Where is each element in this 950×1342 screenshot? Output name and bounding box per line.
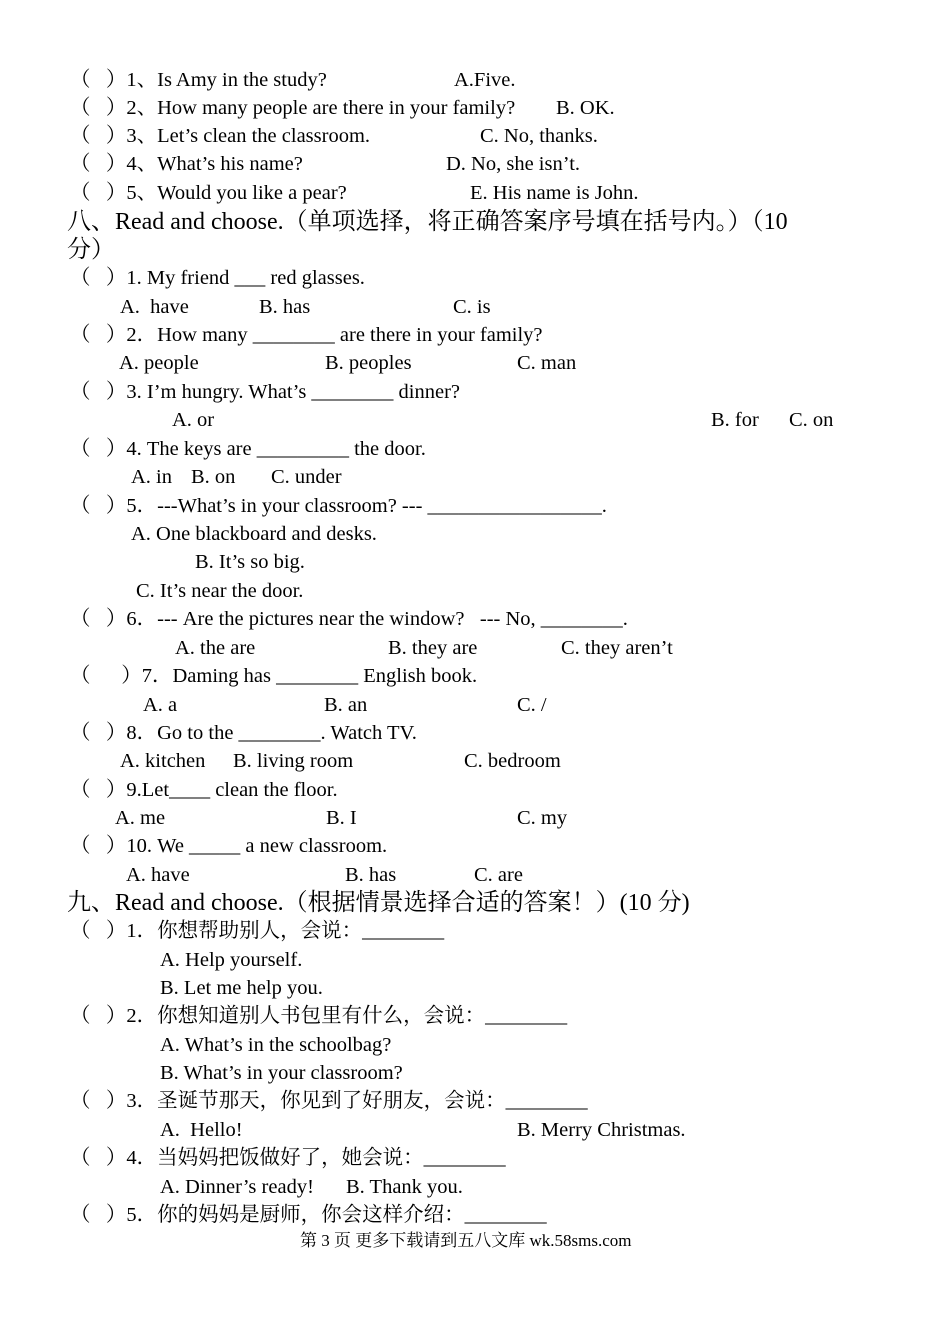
s8-q1-option-c: C. is: [453, 296, 491, 318]
match-answer-a: A.Five.: [454, 69, 516, 91]
match-answer-e: E. His name is John.: [470, 182, 639, 204]
s8-q4-option-a: A. in: [131, 466, 172, 488]
s9-q1-option-b: B. Let me help you.: [160, 977, 323, 999]
s9-question-2: （ ）2．你想知道别人书包里有什么，会说：________: [70, 1005, 568, 1027]
s8-q2-option-c: C. man: [517, 352, 577, 374]
s9-q3-option-a: A. Hello!: [160, 1119, 243, 1141]
s8-q3-option-a: A. or: [172, 409, 215, 431]
match-answer-c: C. No, thanks.: [480, 125, 598, 147]
s8-question-2: （ ）2．How many ________ are there in your family?: [70, 324, 543, 346]
s8-q3-option-c: C. on: [789, 409, 834, 431]
s9-question-5: （ ）5．你的妈妈是厨师，你会这样介绍：________: [70, 1204, 547, 1226]
s9-question-3: （ ）3．圣诞节那天，你见到了好朋友，会说：________: [70, 1090, 588, 1112]
s8-question-8: （ ）8．Go to the ________. Watch TV.: [70, 722, 417, 744]
s8-q3-option-b: B. for: [711, 409, 759, 431]
s8-question-7: （ ）7．Daming has ________ English book.: [70, 665, 478, 687]
s8-q1-option-b: B. has: [259, 296, 311, 318]
s8-q6-option-c: C. they aren’t: [561, 637, 673, 659]
section8-heading: 八、Read and choose.（单项选择，将正确答案序号填在括号内。）（10: [67, 209, 788, 235]
s9-q3-option-b: B. Merry Christmas.: [517, 1119, 686, 1141]
s8-q6-option-a: A. the are: [175, 637, 256, 659]
s8-q5-option-b: B. It’s so big.: [195, 551, 305, 573]
s8-q6-option-b: B. they are: [388, 637, 478, 659]
s8-q2-option-a: A. people: [119, 352, 199, 374]
match-question-2: （ ）2、How many people are there in your family?: [70, 97, 516, 119]
s9-q2-option-a: A. What’s in the schoolbag?: [160, 1034, 392, 1056]
s8-q5-option-c: C. It’s near the door.: [136, 580, 304, 602]
s8-q8-option-c: C. bedroom: [464, 750, 561, 772]
s8-question-1: （ ）1. My friend ___ red glasses.: [70, 267, 365, 289]
s8-question-6: （ ）6．--- Are the pictures near the window? --- No, ________.: [70, 608, 628, 630]
s8-q7-option-a: A. a: [143, 694, 178, 716]
s8-question-9: （ ）9.Let____ clean the floor.: [70, 779, 338, 801]
s8-q5-option-a: A. One blackboard and desks.: [131, 523, 377, 545]
s8-q1-option-a: A. have: [120, 296, 189, 318]
match-question-4: （ ）4、What’s his name?: [70, 153, 303, 175]
s9-q4-option-b: B. Thank you.: [346, 1176, 463, 1198]
match-answer-d: D. No, she isn’t.: [446, 153, 581, 175]
s8-q4-option-b: B. on: [191, 466, 236, 488]
s8-q8-option-b: B. living room: [233, 750, 354, 772]
s8-q9-option-c: C. my: [517, 807, 568, 829]
s8-question-4: （ ）4. The keys are _________ the door.: [70, 438, 426, 460]
match-question-5: （ ）5、Would you like a pear?: [70, 182, 347, 204]
s8-q9-option-a: A. me: [115, 807, 166, 829]
page-footer: 第 3 页 更多下载请到五八文库 wk.58sms.com: [300, 1231, 632, 1250]
s8-q10-option-c: C. are: [474, 864, 523, 886]
match-answer-b: B. OK.: [556, 97, 615, 119]
s9-question-1: （ ）1．你想帮助别人，会说：________: [70, 920, 445, 942]
s8-question-10: （ ）10. We _____ a new classroom.: [70, 835, 388, 857]
s8-q4-option-c: C. under: [271, 466, 342, 488]
s8-q10-option-a: A. have: [126, 864, 190, 886]
match-question-1: （ ）1、Is Amy in the study?: [70, 69, 327, 91]
s9-q4-option-a: A. Dinner’s ready!: [160, 1176, 314, 1198]
s9-q1-option-a: A. Help yourself.: [160, 949, 303, 971]
section9-heading: 九、Read and choose.（根据情景选择合适的答案！）(10 分): [67, 890, 690, 916]
s8-q9-option-b: B. I: [326, 807, 357, 829]
section8-heading-cont: 分）: [67, 237, 115, 263]
s8-q7-option-c: C. /: [517, 694, 547, 716]
s8-question-3: （ ）3. I’m hungry. What’s ________ dinner?: [70, 381, 461, 403]
s8-q2-option-b: B. peoples: [325, 352, 412, 374]
s9-question-4: （ ）4．当妈妈把饭做好了，她会说：________: [70, 1147, 506, 1169]
s8-q8-option-a: A. kitchen: [120, 750, 206, 772]
s8-q10-option-b: B. has: [345, 864, 397, 886]
match-question-3: （ ）3、Let’s clean the classroom.: [70, 125, 371, 147]
s8-q7-option-b: B. an: [324, 694, 368, 716]
s8-question-5: （ ）5．---What’s in your classroom? --- _________________.: [70, 495, 607, 517]
s9-q2-option-b: B. What’s in your classroom?: [160, 1062, 403, 1084]
